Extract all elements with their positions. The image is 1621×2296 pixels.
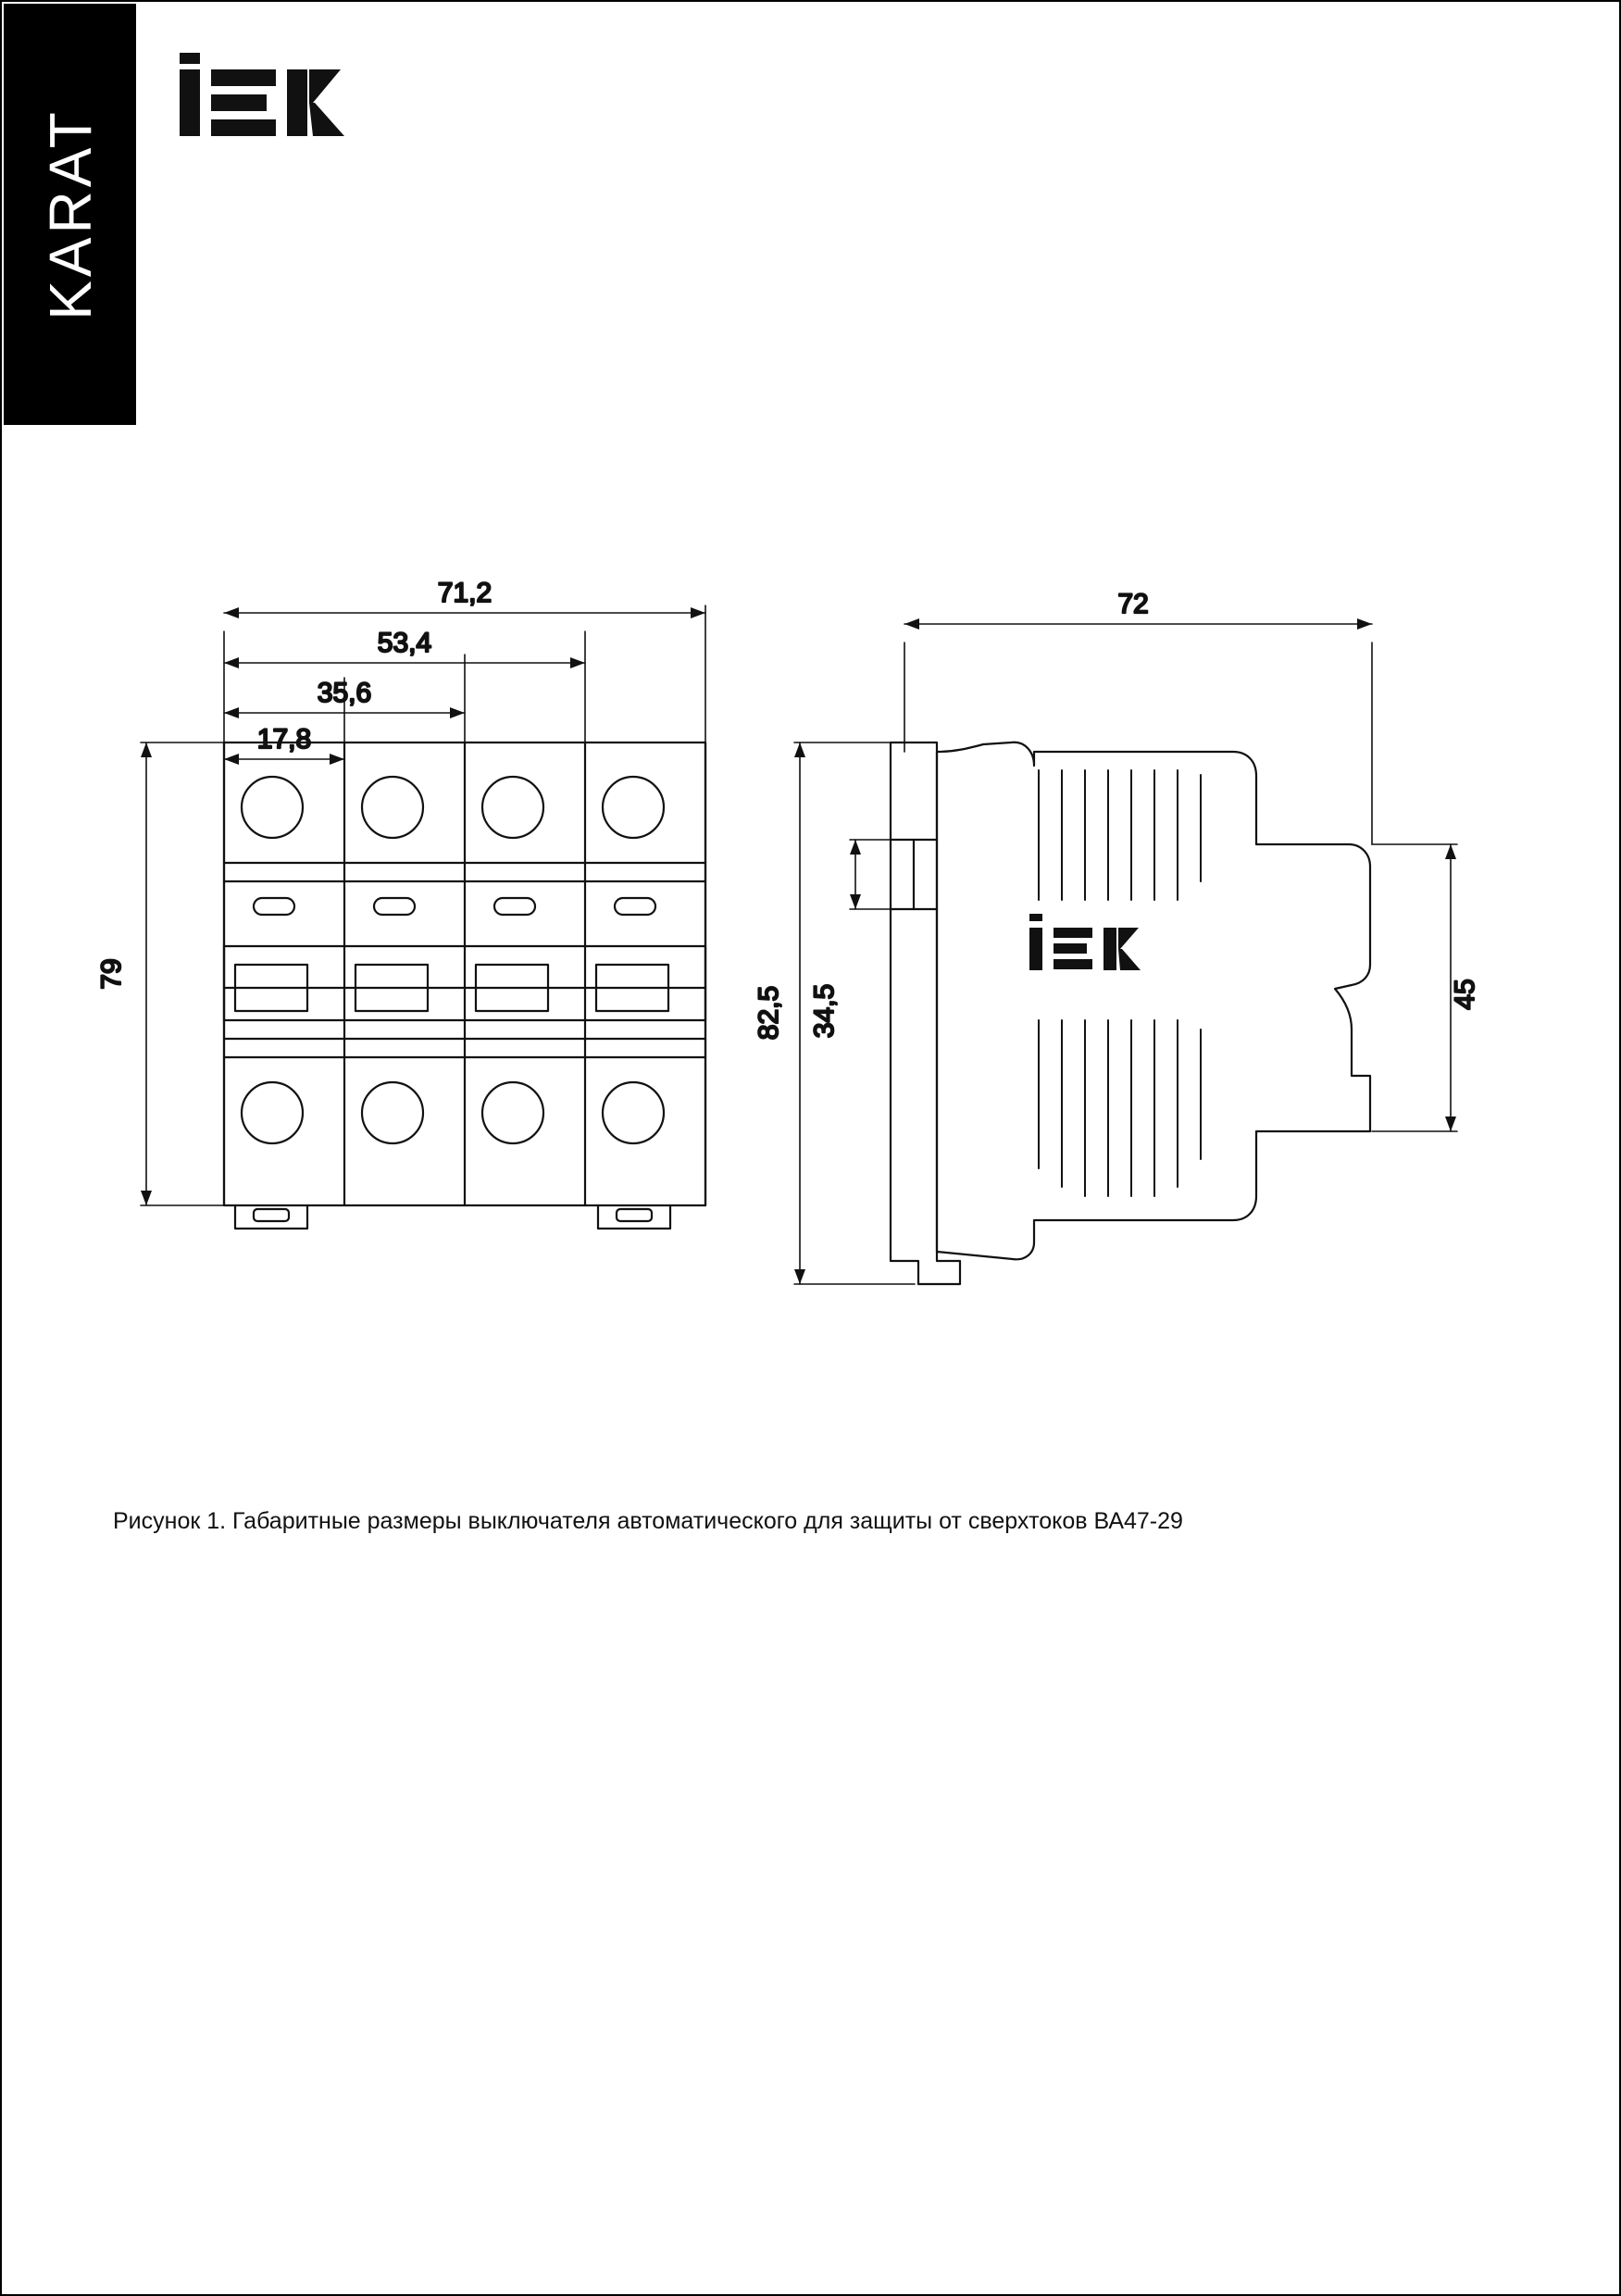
- front-view-group: [224, 742, 705, 1229]
- dim-three-pole-width-label: 53,4: [377, 628, 432, 658]
- side-view-group: [891, 742, 1370, 1284]
- side-view-logo: [1029, 914, 1141, 970]
- dim-front-height-label: 79: [96, 958, 127, 990]
- figure-caption: Рисунок 1. Габаритные размеры выключателя автоматического для защиты от сверхтоков ВА47-29: [113, 1508, 1183, 1534]
- side-view-dimensions: [794, 618, 1457, 1284]
- dim-mounting-height-label: 34,5: [809, 983, 840, 1039]
- dim-single-pole-width-label: 17,8: [256, 724, 312, 755]
- dim-depth-label: 72: [1117, 589, 1149, 619]
- brand-sidebar-label: KARAT: [36, 108, 104, 320]
- dim-two-pole-width-label: 35,6: [317, 678, 372, 708]
- dimension-drawing-svg: [2, 446, 1621, 1483]
- dim-front-depth-label: 45: [1450, 979, 1480, 1010]
- iek-logo: [178, 53, 363, 155]
- brand-sidebar: [4, 4, 136, 425]
- dim-overall-height-label: 82,5: [754, 985, 784, 1041]
- dim-total-width-label: 71,2: [437, 578, 493, 608]
- technical-drawing: [2, 446, 1621, 1483]
- iek-logo-icon: [178, 53, 363, 155]
